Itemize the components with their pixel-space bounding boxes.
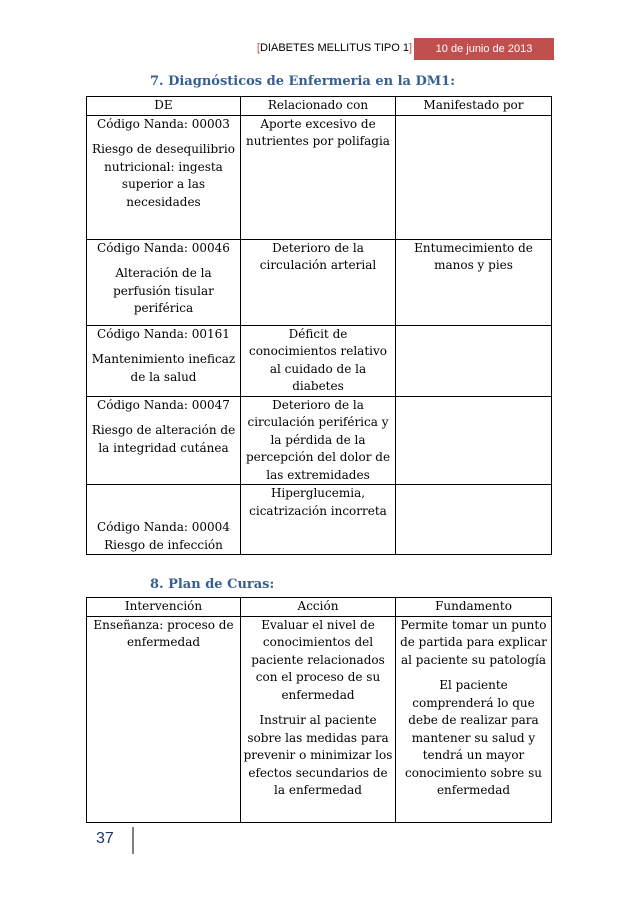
intervention-cell: Enseñanza: proceso de enfermedad <box>87 616 241 822</box>
nanda-code: Código Nanda: 00046 <box>97 240 230 255</box>
manifested-cell <box>396 396 552 485</box>
page-header <box>0 38 638 60</box>
diagnoses-table <box>86 96 552 555</box>
related-cell: Deterioro de la circulación periférica y la pérdida de la percepción del dolor de las extremidades <box>241 396 396 485</box>
column-header-intervention: Intervención <box>87 598 241 617</box>
diagnosis-label: Mantenimiento ineficaz de la salud <box>91 352 236 384</box>
diagnosis-cell <box>87 239 241 325</box>
header-title-text: DIABETES MELLITUS TIPO 1 <box>259 42 409 54</box>
nanda-code: Código Nanda: 00004 <box>97 520 230 534</box>
column-header-de: DE <box>87 97 241 116</box>
table-row <box>87 485 552 555</box>
related-cell: Hiperglucemia, cicatrización incorreta <box>241 485 396 555</box>
diagnosis-label: Riesgo de desequilibrio nutricional: ingesta superior a las necesidades <box>92 142 235 209</box>
section-7-heading: 7. Diagnósticos de Enfermeria en la DM1: <box>150 74 456 89</box>
diagnosis-label: Alteración de la perfusión tisular periférica <box>113 266 214 315</box>
related-cell: Aporte excesivo de nutrientes por polifagia <box>241 115 396 239</box>
header-date: 10 de junio de 2013 <box>414 38 554 60</box>
column-header-related: Relacionado con <box>241 97 396 116</box>
basis-text: Permite tomar un punto de partida para explicar al paciente su patología <box>400 617 547 667</box>
nanda-code: Código Nanda: 00161 <box>97 326 230 341</box>
manifested-cell <box>396 115 552 239</box>
related-cell: Déficit de conocimientos relativo al cuidado de la diabetes <box>241 325 396 396</box>
nanda-code: Código Nanda: 00003 <box>97 116 230 131</box>
action-text: Evaluar el nivel de conocimientos del paciente relacionados con el proceso de su enfermedad <box>251 617 385 702</box>
table-row <box>87 239 552 325</box>
table-header-row <box>87 97 552 116</box>
section-8-heading: 8. Plan de Curas: <box>150 577 275 592</box>
basis-cell <box>396 616 552 822</box>
diagnosis-label: Riesgo de infección <box>104 537 223 552</box>
column-header-action: Acción <box>241 598 396 617</box>
column-header-manifested: Manifestado por <box>396 97 552 116</box>
table-row <box>87 396 552 485</box>
table-row <box>87 115 552 239</box>
header-bracket-open: [ <box>256 42 260 54</box>
manifested-cell <box>396 485 552 555</box>
diagnosis-cell <box>87 115 241 239</box>
column-header-basis: Fundamento <box>396 598 552 617</box>
header-bracket-close: ] <box>408 42 412 54</box>
basis-text: El paciente comprenderá lo que debe de realizar para mantener su salud y tendrá un mayor conocimiento sobre su enfermedad <box>405 678 542 797</box>
table-row <box>87 616 552 822</box>
page-number: 37 <box>96 830 114 847</box>
header-title <box>257 42 412 54</box>
page-number-divider <box>132 827 134 854</box>
diagnosis-cell <box>87 485 241 555</box>
table-row <box>87 325 552 396</box>
action-cell <box>241 616 396 822</box>
diagnosis-label: Riesgo de alteración de la integridad cutánea <box>91 423 236 455</box>
nanda-code: Código Nanda: 00047 <box>97 397 230 412</box>
action-text: Instruir al paciente sobre las medidas para prevenir o minimizar los efectos secundarios de la enfermedad <box>243 713 393 797</box>
manifested-cell <box>396 325 552 396</box>
diagnosis-cell <box>87 396 241 485</box>
diagnosis-cell <box>87 325 241 396</box>
manifested-cell: Entumecimiento de manos y pies <box>396 239 552 325</box>
related-cell: Deterioro de la circulación arterial <box>241 239 396 325</box>
table-header-row <box>87 598 552 617</box>
care-plan-table <box>86 597 552 823</box>
